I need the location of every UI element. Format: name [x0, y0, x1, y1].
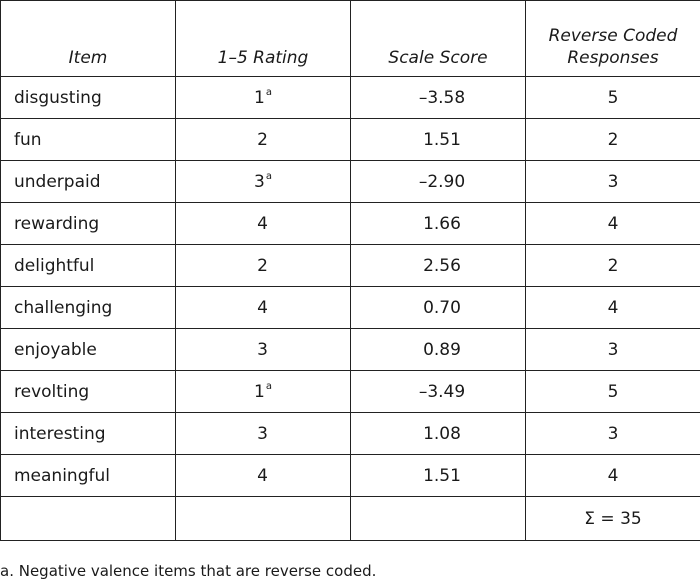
- rating-cell: [176, 329, 351, 371]
- score-cell: 1.08: [351, 413, 526, 455]
- reverse-cell: 4: [526, 455, 700, 497]
- header-item: Item: [1, 1, 176, 77]
- score-cell: –3.58: [351, 77, 526, 119]
- footnote-marker: a: [265, 380, 272, 392]
- table-row: [1, 77, 700, 119]
- rating-value: 1: [254, 381, 265, 402]
- rating-value: 3: [257, 423, 268, 444]
- rating-cell: [176, 455, 351, 497]
- score-cell: 1.51: [351, 455, 526, 497]
- rating-value: 1: [254, 87, 265, 108]
- rating-cell: [176, 77, 351, 119]
- sum-cell: Σ = 35: [526, 497, 700, 541]
- score-cell: 0.70: [351, 287, 526, 329]
- table-row: [1, 371, 700, 413]
- score-cell: 1.51: [351, 119, 526, 161]
- rating-cell: [176, 287, 351, 329]
- reverse-cell: 3: [526, 413, 700, 455]
- rating-value: 2: [257, 129, 268, 150]
- reverse-cell: 2: [526, 119, 700, 161]
- score-cell: –2.90: [351, 161, 526, 203]
- reverse-cell: 4: [526, 203, 700, 245]
- item-cell: rewarding: [1, 203, 176, 245]
- item-cell: challenging: [1, 287, 176, 329]
- table-row: [1, 245, 700, 287]
- reverse-cell: 4: [526, 287, 700, 329]
- table-header: [1, 1, 700, 77]
- rating-value: 2: [257, 255, 268, 276]
- table-row: [1, 413, 700, 455]
- rating-value: 3: [257, 339, 268, 360]
- reverse-cell: 3: [526, 329, 700, 371]
- rating-cell: [176, 119, 351, 161]
- item-cell: fun: [1, 119, 176, 161]
- rating-cell: [176, 413, 351, 455]
- reverse-cell: 2: [526, 245, 700, 287]
- footnote-marker: a: [265, 86, 272, 98]
- rating-value: 4: [257, 213, 268, 234]
- header-scale-score: Scale Score: [351, 1, 526, 77]
- empty-cell: [176, 497, 351, 541]
- table-body: [1, 77, 700, 541]
- header-row: [1, 1, 700, 77]
- item-cell: underpaid: [1, 161, 176, 203]
- table-row: [1, 287, 700, 329]
- rating-value: 4: [257, 297, 268, 318]
- score-cell: 1.66: [351, 203, 526, 245]
- item-cell: delightful: [1, 245, 176, 287]
- header-reverse-line1: Reverse Coded: [548, 26, 678, 46]
- table-row: [1, 455, 700, 497]
- score-cell: –3.49: [351, 371, 526, 413]
- header-reverse-line2: Responses: [567, 48, 659, 68]
- reverse-cell: 3: [526, 161, 700, 203]
- table-row: [1, 119, 700, 161]
- rating-value: 4: [257, 465, 268, 486]
- empty-cell: [351, 497, 526, 541]
- table-row: [1, 203, 700, 245]
- header-rating: 1–5 Rating: [176, 1, 351, 77]
- table-row: [1, 161, 700, 203]
- reverse-cell: 5: [526, 371, 700, 413]
- rating-cell: [176, 161, 351, 203]
- item-cell: enjoyable: [1, 329, 176, 371]
- header-reverse-coded: [526, 1, 700, 77]
- item-cell: disgusting: [1, 77, 176, 119]
- item-cell: meaningful: [1, 455, 176, 497]
- score-cell: 2.56: [351, 245, 526, 287]
- rating-cell: [176, 245, 351, 287]
- item-cell: interesting: [1, 413, 176, 455]
- empty-cell: [1, 497, 176, 541]
- score-cell: 0.89: [351, 329, 526, 371]
- table-footnote: a. Negative valence items that are reverse coded.: [0, 562, 377, 580]
- table-row: [1, 329, 700, 371]
- item-cell: revolting: [1, 371, 176, 413]
- rating-value: 3: [254, 171, 265, 192]
- footnote-marker: a: [265, 170, 272, 182]
- sum-row: [1, 497, 700, 541]
- rating-cell: [176, 371, 351, 413]
- rating-cell: [176, 203, 351, 245]
- reverse-cell: 5: [526, 77, 700, 119]
